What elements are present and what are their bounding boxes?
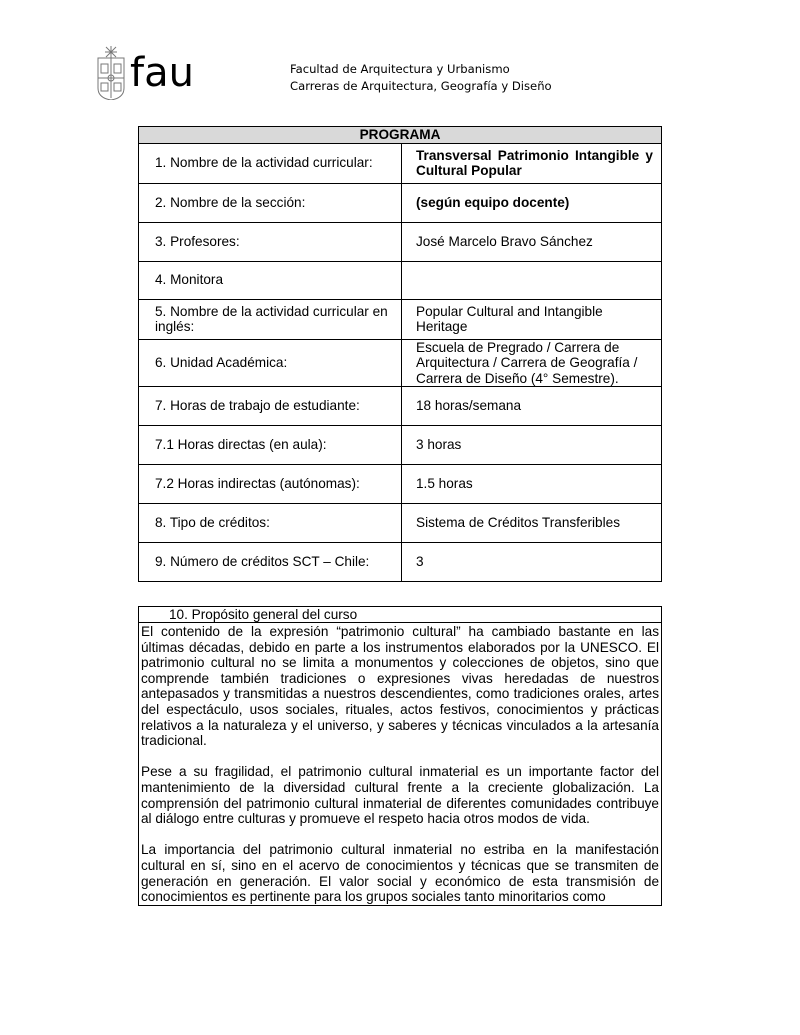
row-label: 7.2 Horas indirectas (autónomas): — [139, 465, 402, 504]
row-label: 9. Número de créditos SCT – Chile: — [139, 543, 402, 582]
careers-name: Carreras de Arquitectura, Geografía y Diseño — [290, 79, 552, 93]
row-label: 8. Tipo de créditos: — [139, 504, 402, 543]
row-label: 1. Nombre de la actividad curricular: — [139, 143, 402, 183]
table-row — [139, 387, 662, 426]
row-value — [402, 261, 662, 299]
purpose-content — [139, 623, 661, 905]
row-label: 6. Unidad Académica: — [139, 339, 402, 387]
row-label: 2. Nombre de la sección: — [139, 183, 402, 222]
row-label: 7.1 Horas directas (en aula): — [139, 426, 402, 465]
faculty-name: Facultad de Arquitectura y Urbanismo — [290, 62, 510, 76]
purpose-paragraph: Pese a su fragilidad, el patrimonio cultural inmaterial es un importante factor del mantenimiento de la diversidad cultural frente a la creciente globalización. La comprensión del patrimonio cultural inmaterial de diferentes comunidades contribuye al diálogo entre culturas y promueve el respeto hacia otros modos de vida. — [141, 764, 659, 827]
table-row — [139, 465, 662, 504]
purpose-section — [138, 606, 662, 906]
table-row — [139, 183, 662, 222]
faculty-header — [290, 61, 552, 95]
table-row — [139, 222, 662, 261]
table-row — [139, 543, 662, 582]
purpose-paragraph: El contenido de la expresión “patrimonio cultural” ha cambiado bastante en las últimas décadas, debido en parte a los instrumentos elaborados por la UNESCO. El patrimonio cultural no se limita a monumentos y colecciones de objetos, sino que comprende también tradiciones o expresiones vivas heredadas de nuestros antepasados y transmitidas a nuestros descendientes, como tradiciones orales, artes del espectáculo, usos sociales, rituales, actos festivos, conocimientos y prácticas relativos a la naturaleza y el universo, y saberes y técnicas vinculados a la artesanía tradicional. — [141, 624, 659, 749]
table-row — [139, 504, 662, 543]
svg-text:fau: fau — [130, 50, 194, 96]
table-row — [139, 426, 662, 465]
row-value: 3 horas — [402, 426, 662, 465]
program-title: PROGRAMA — [139, 127, 662, 144]
row-value: Popular Cultural and Intangible Heritage — [402, 299, 662, 339]
purpose-paragraph: La importancia del patrimonio cultural inmaterial no estriba en la manifestación cultural en sí, sino en el acervo de conocimientos y técnicas que se transmiten de generación en generación. El valor social y económico de esta transmisión de conocimientos es pertinente para los grupos sociales tanto minoritarios como — [141, 842, 659, 905]
sun-icon — [105, 46, 117, 58]
program-table — [138, 126, 662, 582]
row-value: 18 horas/semana — [402, 387, 662, 426]
row-value: Escuela de Pregrado / Carrera de Arquitectura / Carrera de Geografía / Carrera de Diseño (4° Semestre). — [402, 339, 662, 387]
row-value: (según equipo docente) — [402, 183, 662, 222]
row-value: José Marcelo Bravo Sánchez — [402, 222, 662, 261]
row-value: 3 — [402, 543, 662, 582]
row-value: Transversal Patrimonio Intangible y Cultural Popular — [402, 143, 662, 183]
row-label: 4. Monitora — [139, 261, 402, 299]
table-row — [139, 261, 662, 299]
table-row — [139, 339, 662, 387]
row-label: 7. Horas de trabajo de estudiante: — [139, 387, 402, 426]
row-value: Sistema de Créditos Transferibles — [402, 504, 662, 543]
row-label: 3. Profesores: — [139, 222, 402, 261]
row-value: 1.5 horas — [402, 465, 662, 504]
table-row — [139, 299, 662, 339]
row-label: 5. Nombre de la actividad curricular en inglés: — [139, 299, 402, 339]
purpose-title: 10. Propósito general del curso — [139, 607, 661, 623]
fau-logo — [97, 44, 205, 100]
table-row — [139, 143, 662, 183]
